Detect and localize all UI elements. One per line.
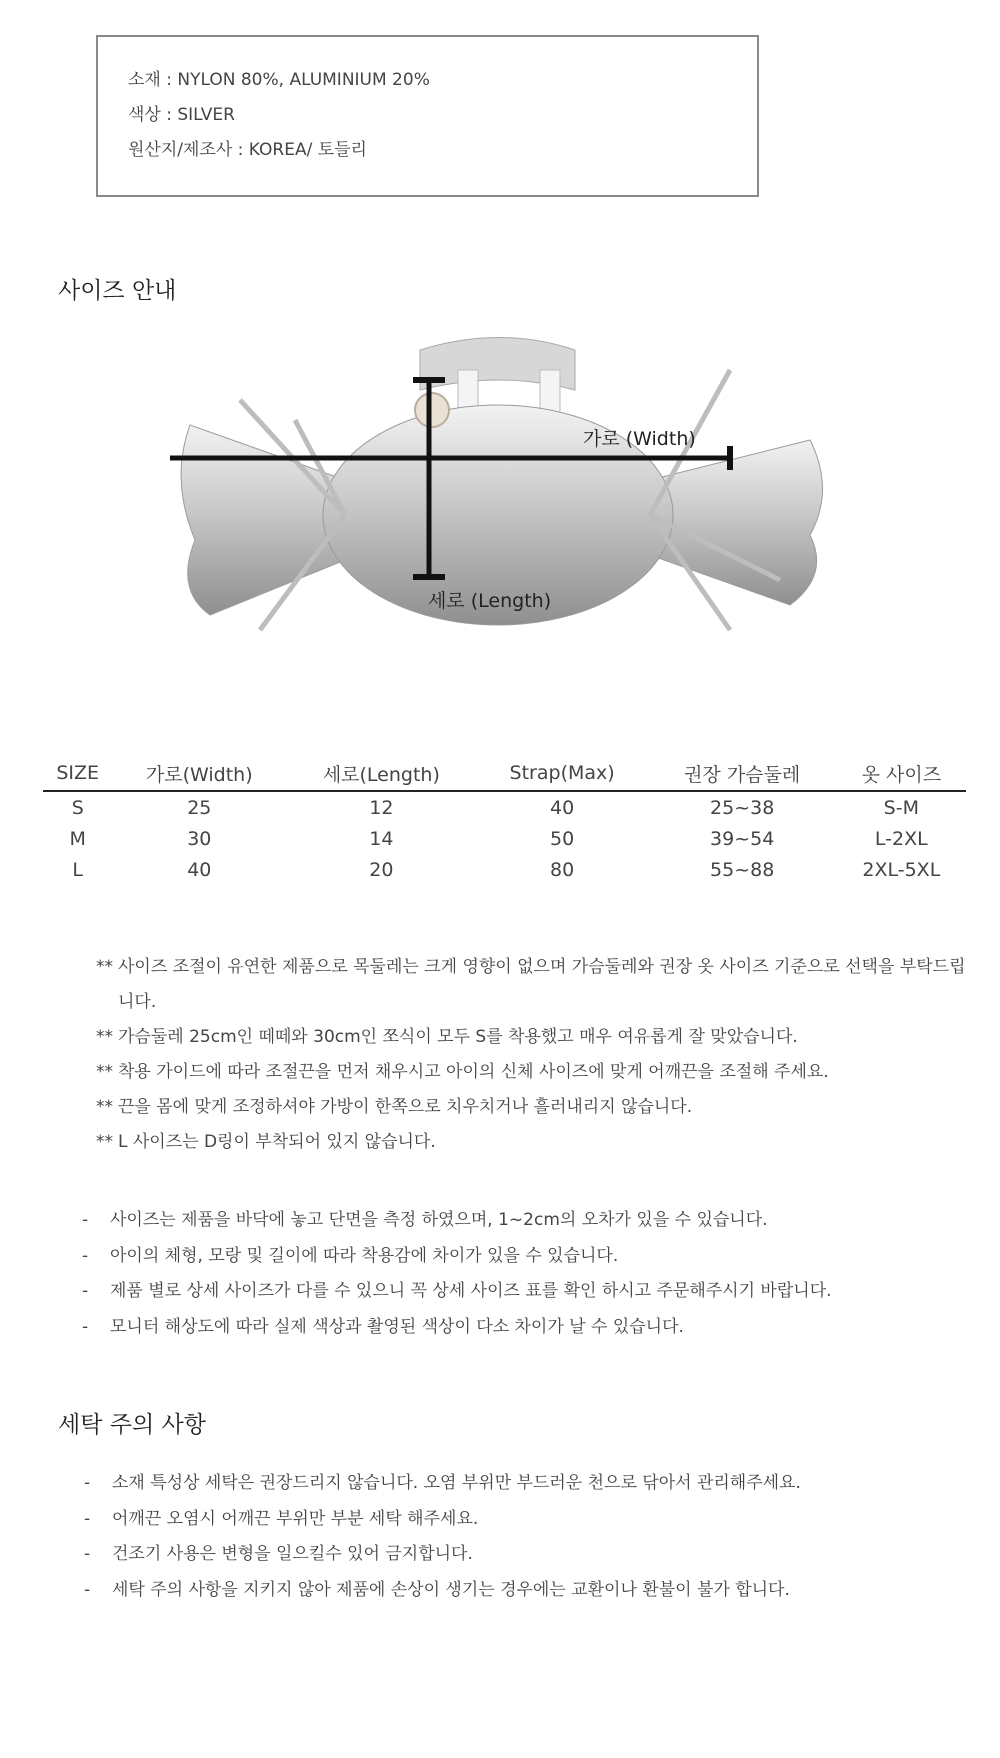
- list-item: [84, 1537, 964, 1573]
- note-item: [96, 1020, 976, 1055]
- col-strap: Strap(Max): [477, 756, 648, 791]
- note-text: 사이즈 조절이 유연한 제품으로 목둘레는 크게 영향이 없으며 가슴둘레와 권장 옷 사이즈 기준으로 선택을 부탁드립니다.: [118, 957, 966, 1012]
- list-item-text: 아이의 체형, 모랑 및 길이에 따라 착용감에 차이가 있을 수 있습니다.: [110, 1245, 619, 1266]
- table-cell: S-M: [883, 796, 919, 819]
- width-label: 가로 (Width): [583, 428, 696, 450]
- list-item-text: 어깨끈 오염시 어깨끈 부위만 부분 세탁 해주세요.: [112, 1508, 479, 1529]
- note-text: 착용 가이드에 따라 조절끈을 먼저 채우시고 아이의 신체 사이즈에 맞게 어깨끈을 조절해 주세요.: [118, 1062, 829, 1082]
- list-item: [84, 1502, 964, 1538]
- list-item-text: 건조기 사용은 변형을 일으킬수 있어 금지합니다.: [112, 1544, 473, 1564]
- table-cell: 39~54: [710, 827, 775, 850]
- list-item: [82, 1239, 962, 1275]
- note-text: L 사이즈는 D링이 부착되어 있지 않습니다.: [118, 1132, 436, 1152]
- spec-color: 색상 : SILVER: [128, 105, 235, 125]
- table-cell: 30: [187, 827, 212, 850]
- list-item: [84, 1573, 964, 1609]
- table-cell: 40: [550, 796, 575, 819]
- table-cell: 55~88: [710, 858, 775, 881]
- list-item: [84, 1466, 964, 1502]
- size-table: [43, 756, 966, 885]
- note-text: 끈을 몸에 맞게 조정하셔야 가방이 한쪽으로 치우치거나 흘러내리지 않습니다.: [118, 1097, 693, 1117]
- dash-marker: -: [82, 1245, 89, 1266]
- list-item-text: 소재 특성상 세탁은 권장드리지 않습니다. 오염 부위만 부드러운 천으로 닦아서 관리해주세요.: [112, 1473, 801, 1493]
- dash-marker: -: [82, 1281, 89, 1301]
- note-item: [96, 950, 976, 1020]
- bag-left-wing: [181, 425, 345, 615]
- note-marker: **: [96, 1062, 113, 1082]
- note-text: 가슴둘레 25cm인 떼떼와 30cm인 쪼식이 모두 S를 착용했고 매우 여유롭게 잘 맞았습니다.: [118, 1027, 798, 1047]
- list-item: [82, 1310, 962, 1346]
- table-cell: L: [72, 858, 84, 881]
- note-item: [96, 1090, 976, 1125]
- spec-origin: 원산지/제조사 : KOREA/ 토들리: [128, 140, 367, 160]
- list-item-text: 제품 별로 상세 사이즈가 다를 수 있으니 꼭 상세 사이즈 표를 확인 하시고 주문해주시기 바랍니다.: [110, 1281, 832, 1301]
- list-item: [82, 1203, 962, 1239]
- table-cell: S: [71, 796, 84, 819]
- table-row: [43, 791, 966, 823]
- table-cell: L-2XL: [874, 827, 928, 850]
- table-cell: 14: [369, 827, 394, 850]
- spec-box: [96, 35, 759, 197]
- spec-material: 소재 : NYLON 80%, ALUMINIUM 20%: [128, 70, 430, 90]
- dash-marker: -: [84, 1579, 91, 1600]
- dash-marker: -: [84, 1473, 91, 1493]
- table-cell: 40: [187, 858, 212, 881]
- table-row: [43, 854, 966, 885]
- list-item-text: 세탁 주의 사항을 지키지 않아 제품에 손상이 생기는 경우에는 교환이나 환불이 불가 합니다.: [112, 1579, 790, 1600]
- list-item-text: 모니터 해상도에 따라 실제 색상과 촬영된 색상이 다소 차이가 날 수 있습니다.: [110, 1316, 684, 1337]
- col-clothing-size: 옷 사이즈: [837, 756, 966, 791]
- table-cell: 2XL-5XL: [862, 858, 941, 881]
- bag-size-figure: [170, 330, 830, 690]
- note-marker: **: [96, 1027, 113, 1047]
- dash-marker: -: [84, 1544, 91, 1564]
- table-cell: 20: [369, 858, 394, 881]
- length-label: 세로 (Length): [428, 590, 552, 612]
- size-guide-title: 사이즈 안내: [58, 278, 177, 304]
- col-chest: 권장 가슴둘레: [648, 756, 837, 791]
- note-marker: **: [96, 957, 113, 977]
- note-marker: **: [96, 1132, 113, 1152]
- wash-care-title: 세탁 주의 사항: [58, 1412, 206, 1438]
- size-notes: [96, 950, 976, 1160]
- list-item-text: 사이즈는 제품을 바닥에 놓고 단면을 측정 하였으며, 1~2cm의 오차가 있을 수 있습니다.: [110, 1210, 768, 1230]
- note-marker: **: [96, 1097, 113, 1117]
- bag-illustration: [170, 330, 830, 690]
- dash-marker: -: [82, 1210, 89, 1230]
- list-item: [82, 1274, 962, 1310]
- bag-snap-button: [415, 393, 449, 427]
- table-row: [43, 823, 966, 854]
- dash-marker: -: [82, 1316, 89, 1337]
- table-cell: 25: [187, 796, 212, 819]
- col-length: 세로(Length): [286, 756, 476, 791]
- table-cell: 12: [369, 796, 394, 819]
- col-width: 가로(Width): [112, 756, 286, 791]
- wash-care-list: [84, 1466, 964, 1608]
- note-item: [96, 1055, 976, 1090]
- table-cell: 80: [550, 858, 575, 881]
- dash-marker: -: [84, 1508, 91, 1529]
- table-cell: 25~38: [710, 796, 775, 819]
- size-disclaimer-list: [82, 1203, 962, 1345]
- table-cell: 50: [550, 827, 575, 850]
- note-item: [96, 1125, 976, 1160]
- col-size: SIZE: [43, 756, 112, 791]
- size-table-header-row: [43, 756, 966, 791]
- table-cell: M: [69, 827, 86, 850]
